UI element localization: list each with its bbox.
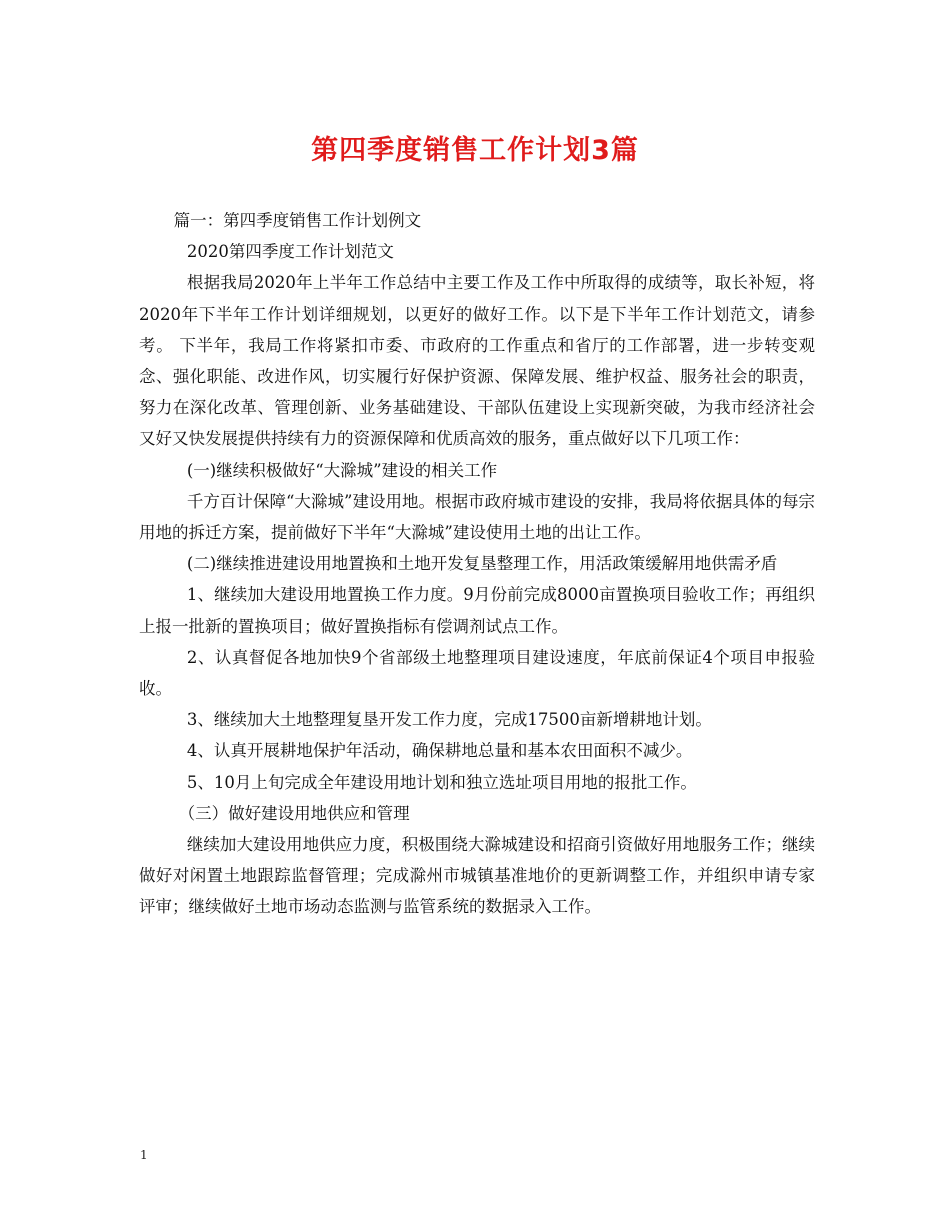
page-number: 1 (140, 1148, 148, 1162)
list-item: 5、10月上旬完成全年建设用地计划和独立选址项目用地的报批工作。 (186, 772, 697, 792)
document-body (139, 205, 815, 923)
item-heading: （三）做好建设用地供应和管理 (178, 803, 410, 823)
paragraph: 继续加大建设用地供应力度，积极围绕大滁城建设和招商引资做好用地服务工作；继续做好对闲置土地跟踪监督管理；完成滁州市城镇基准地价的更新调整工作，并组织申请专家评审；继续做好土地市场动态监测与监管系统的数据录入工作。 (139, 835, 815, 917)
paragraph: 根据我局2020年上半年工作总结中主要工作及工作中所取得的成绩等，取长补短，将2020年下半年工作计划详细规划，以更好的做好工作。以下是下半年工作计划范文，请参考。 下半年，我局工作将紧扣市委、市政府的工作重点和省厅的工作部署，进一步转变观念、强化职能、改进作风，切实履行好保护资源、保障发展、维护权益、服务社会的职责，努力在深化改革、管理创新、业务基础建设、干部队伍建设上实现新突破，为我市经济社会又好又快发展提供持续有力的资源保障和优质高效的服务，重点做好以下几项工作： (139, 273, 815, 449)
list-item: 3、继续加大土地整理复垦开发工作力度，完成17500亩新增耕地计划。 (186, 710, 712, 730)
item-heading: (一)继续积极做好“大滁城”建设的相关工作 (186, 460, 498, 480)
document-title: 第四季度销售工作计划3篇 (311, 135, 639, 166)
list-item: 4、认真开展耕地保护年活动，确保耕地总量和基本农田面积不减少。 (186, 741, 693, 761)
subheading: 2020第四季度工作计划范文 (186, 242, 394, 262)
item-heading: (二)继续推进建设用地置换和土地开发复垦整理工作，用活政策缓解用地供需矛盾 (186, 554, 778, 574)
section-heading: 篇一：第四季度销售工作计划例文 (173, 211, 422, 230)
list-item: 1、继续加大建设用地置换工作力度。9月份前完成8000亩置换项目验收工作；再组织上报一批新的置换项目；做好置换指标有偿调剂试点工作。 (139, 585, 815, 636)
list-item: 2、认真督促各地加快9个省部级土地整理项目建设速度，年底前保证4个项目申报验收。 (139, 647, 815, 699)
paragraph: 千方百计保障“大滁城”建设用地。根据市政府城市建设的安排，我局将依据具体的每宗用地的拆迁方案，提前做好下半年“大滁城”建设使用土地的出让工作。 (139, 491, 815, 543)
